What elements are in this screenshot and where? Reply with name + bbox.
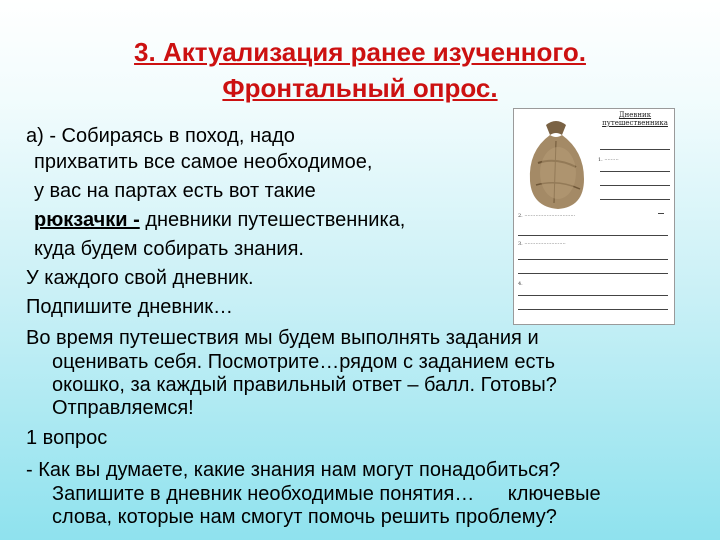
diary-box (658, 213, 664, 214)
text-line: прихватить все самое необходимое, (34, 151, 373, 173)
diary-image (513, 108, 675, 325)
text-line: Во время путешествия мы будем выполнять задания и (26, 327, 539, 349)
text-line: Подпишите дневник… (26, 296, 233, 318)
title-line-2: Фронтальный опрос. (222, 73, 498, 103)
diary-text: 1. ········· (598, 157, 619, 163)
text-line: окошко, за каждый правильный ответ – балл. Готовы? (52, 374, 557, 396)
text-line: У каждого свой дневник. (26, 267, 254, 289)
text-line: Запишите в дневник необходимые понятия… ключевые (52, 483, 601, 505)
diary-rule (600, 185, 670, 186)
diary-rule (518, 235, 668, 236)
diary-rule (600, 171, 670, 172)
diary-text: 2. ································ (518, 213, 576, 219)
text-line: слова, которые нам смогут помочь решить проблему? (52, 506, 557, 528)
sack-icon (516, 111, 596, 213)
text-line: оценивать себя. Посмотрите…рядом с заданием есть (52, 351, 556, 373)
text-line: Отправляемся! (52, 397, 194, 419)
text-fragment: дневники путешественника, (145, 209, 406, 231)
diary-text: 3. ·························· (518, 241, 566, 247)
diary-rule (518, 259, 668, 260)
diary-rule (518, 309, 668, 310)
text-line: - Как вы думаете, какие знания нам могут понадобиться? (26, 459, 561, 481)
diary-rule (518, 295, 668, 296)
slide-title (20, 34, 700, 106)
text-line: а) - Собираясь в поход, надо (26, 125, 295, 147)
text-line: у вас на партах есть вот такие (34, 180, 316, 202)
title-line-1: 3. Актуализация ранее изученного. (134, 37, 586, 67)
text-line: 1 вопрос (26, 427, 108, 449)
text-line: куда будем собирать знания. (34, 238, 304, 260)
diary-text: 4. (518, 281, 523, 287)
diary-rule (600, 149, 670, 150)
text-line (34, 208, 405, 232)
keyword: рюкзачки - (34, 209, 140, 231)
diary-rule (600, 199, 670, 200)
diary-title: Дневник путешественника (602, 111, 668, 127)
diary-rule (518, 273, 668, 274)
